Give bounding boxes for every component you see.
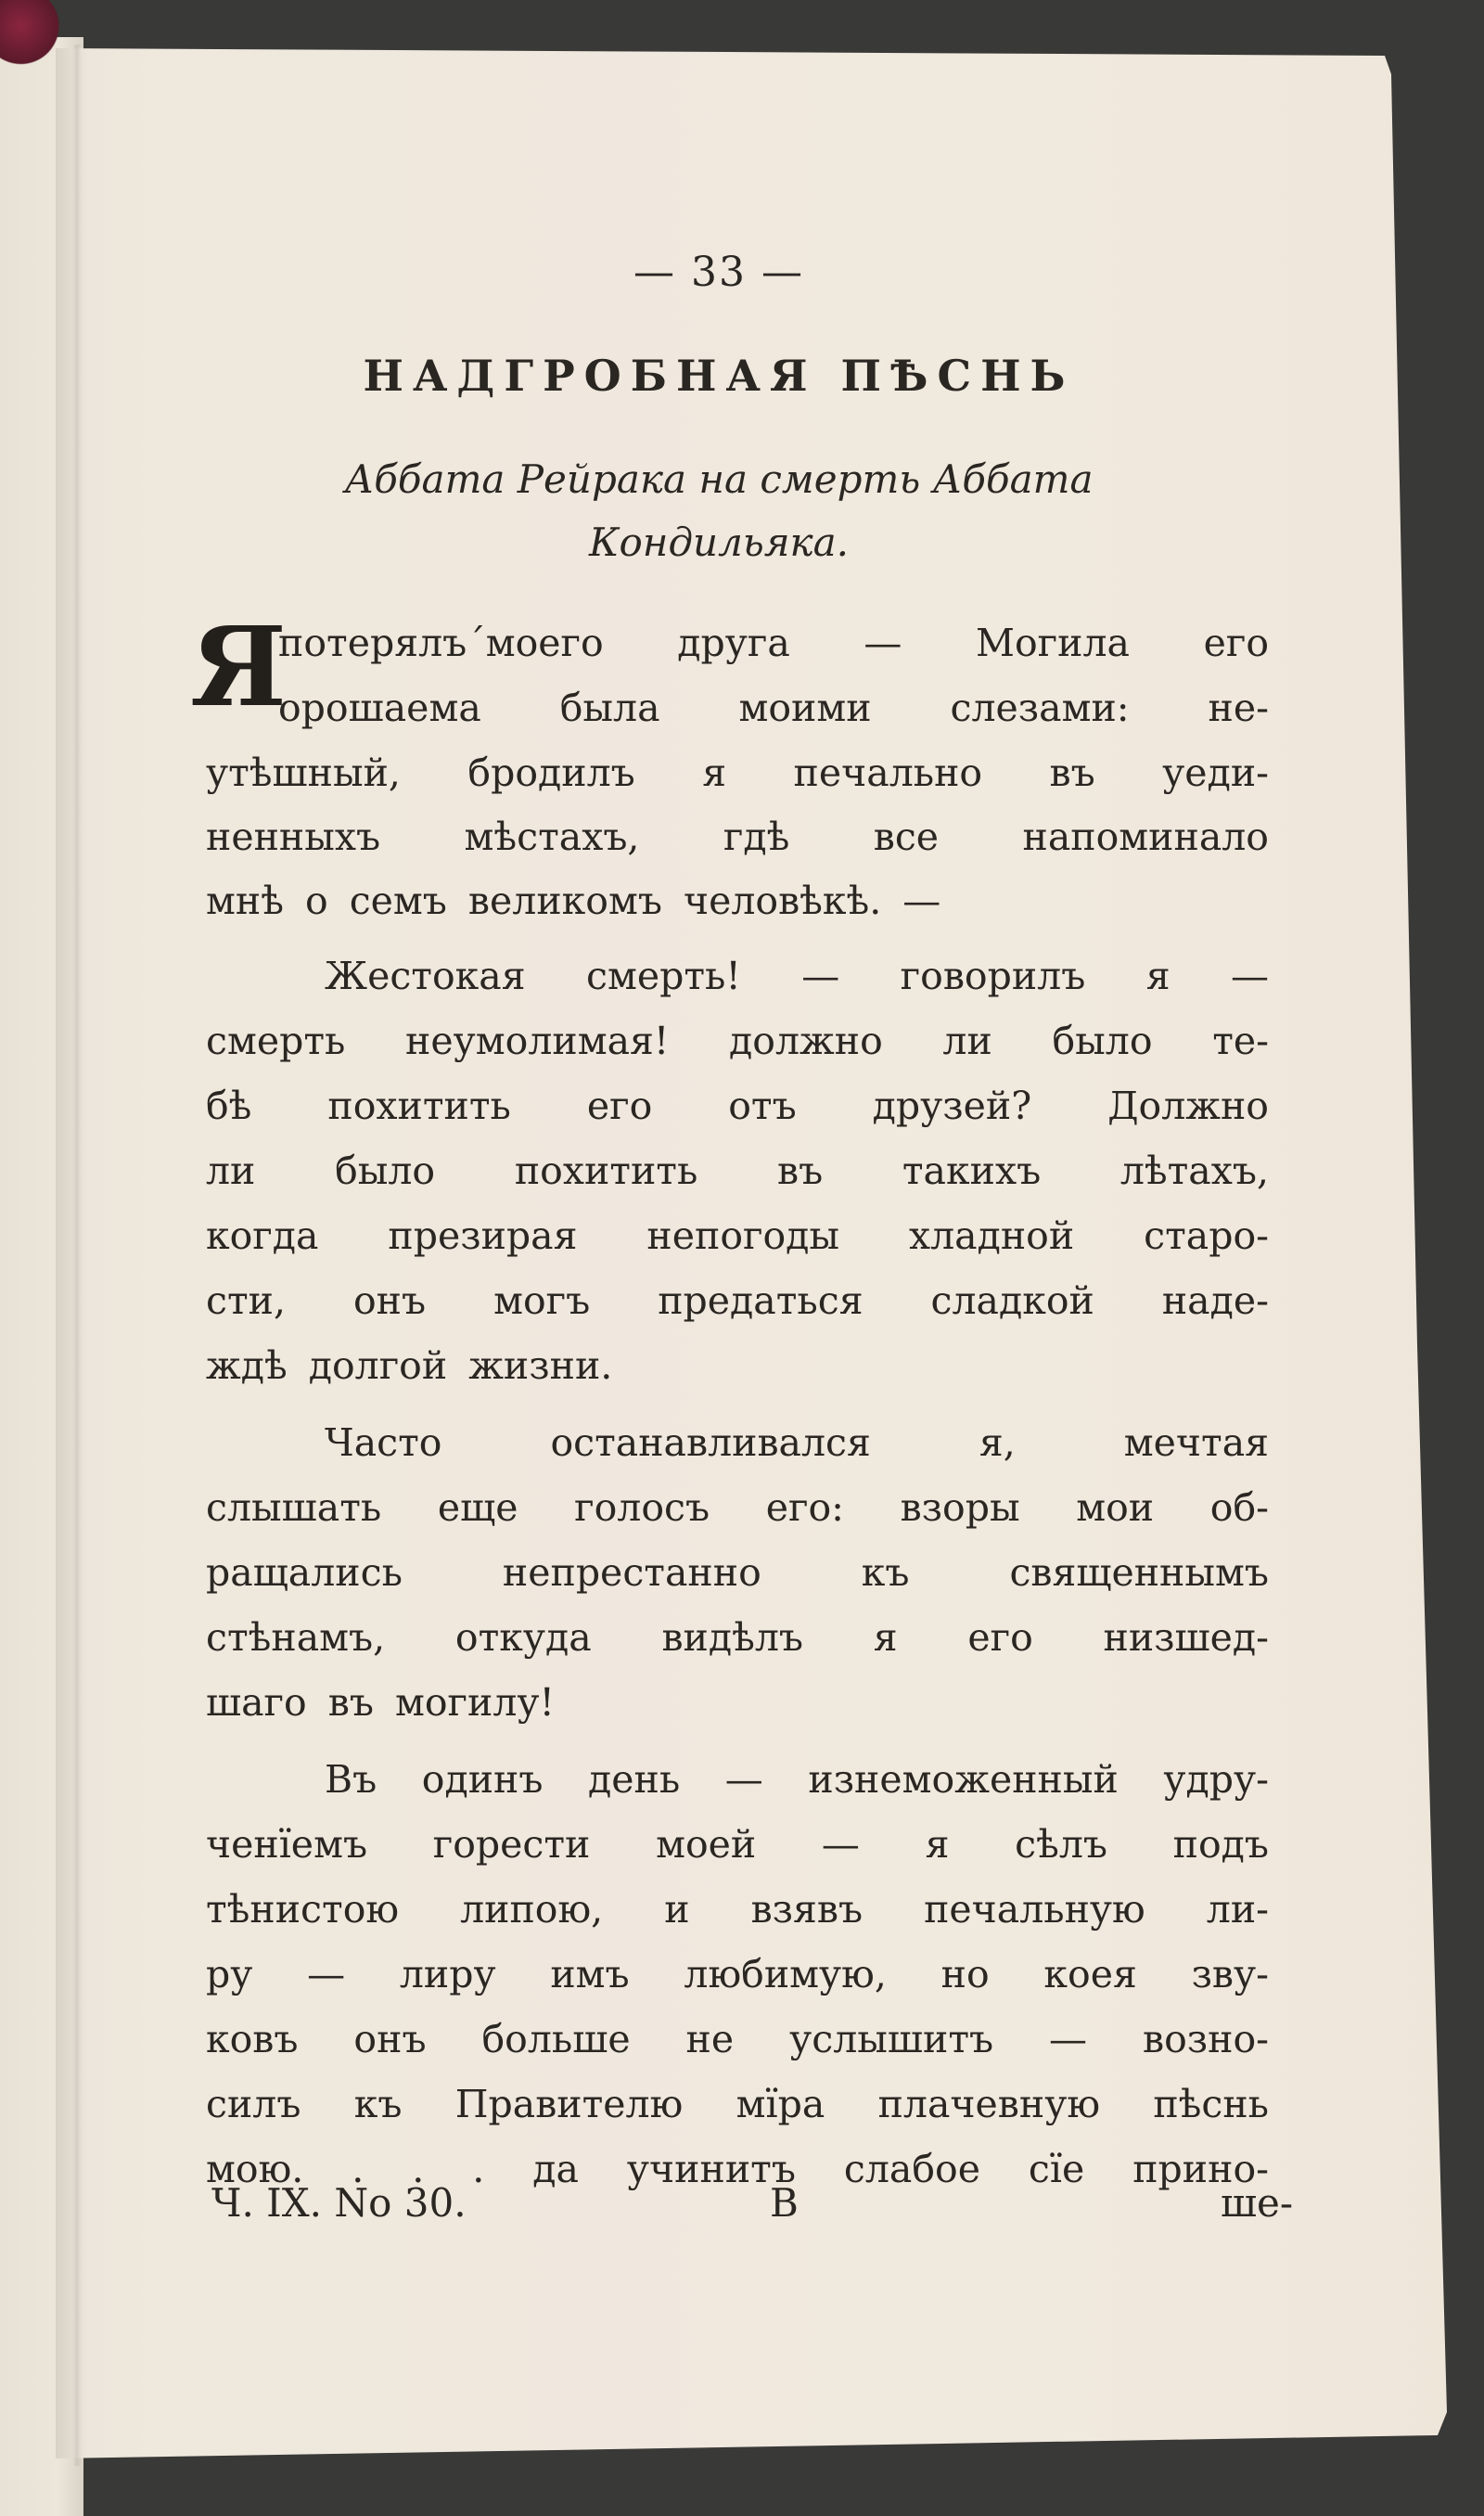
text-line: тѣнистою липою, и взявъ печальную ли- [206, 1887, 1269, 1932]
page-gutter-shadow [72, 45, 82, 2466]
text-line: Въ одинъ день — изнеможенный удру- [325, 1757, 1269, 1802]
text-line: ченїемъ горести моей — я сѣлъ подъ [206, 1822, 1269, 1867]
text-line: Часто останавливался я, мечтая [325, 1420, 1269, 1465]
subtitle-line-2: Кондильяка. [588, 520, 849, 565]
text-line: ли было похитить въ такихъ лѣтахъ, [206, 1149, 1269, 1193]
text-line: смерть неумолимая! должно ли было те- [206, 1019, 1269, 1063]
text-line: мнѣ о семъ великомъ человѣкѣ. — [206, 879, 941, 923]
signature-mark: Ч. IX. No 30. [211, 2180, 467, 2226]
text-line: когда презирая непогоды хладной старо- [206, 1213, 1269, 1258]
text-line: ждѣ долгой жизни. [206, 1343, 613, 1388]
text-line: потерялъ´моего друга — Могила его [278, 621, 1269, 665]
text-line: шаго въ могилу! [206, 1680, 555, 1725]
text-line: орошаема была моими слезами: не- [278, 686, 1269, 730]
text-line: ковъ онъ больше не услышитъ — возно- [206, 2017, 1269, 2061]
text-line: слышать еще голосъ его: взоры мои об- [206, 1485, 1269, 1530]
drop-cap: Я [190, 602, 288, 731]
text-line: ру — лиру имъ любимую, но коея зву- [206, 1952, 1269, 1996]
catchword: ше- [1221, 2180, 1294, 2226]
page-number: — 33 — [633, 249, 804, 296]
text-line: ненныхъ мѣстахъ, гдѣ все напоминало [206, 815, 1269, 859]
text-line: силъ къ Правителю мїра плачевную пѣснь [206, 2082, 1269, 2126]
text-line: мою. . . . да учинитъ слабое сїе прино- [206, 2147, 1269, 2191]
sheet-mark: В [770, 2180, 799, 2226]
text-line: сти, онъ могъ предаться сладкой наде- [206, 1278, 1269, 1323]
text-line: стѣнамъ, откуда видѣлъ я его низшед- [206, 1615, 1269, 1660]
page-title: НАДГРОБНАЯ ПѢСНЬ [363, 351, 1075, 401]
text-line: утѣшный, бродилъ я печально въ уеди- [206, 751, 1269, 795]
text-line: Жестокая смерть! — говорилъ я — [325, 954, 1269, 998]
subtitle-line-1: Аббата Рейрака на смерть Аббата [344, 456, 1094, 502]
text-line: бѣ похитить его отъ друзей? Должно [206, 1084, 1269, 1128]
text-line: ращались непрестанно къ священнымъ [206, 1550, 1269, 1595]
